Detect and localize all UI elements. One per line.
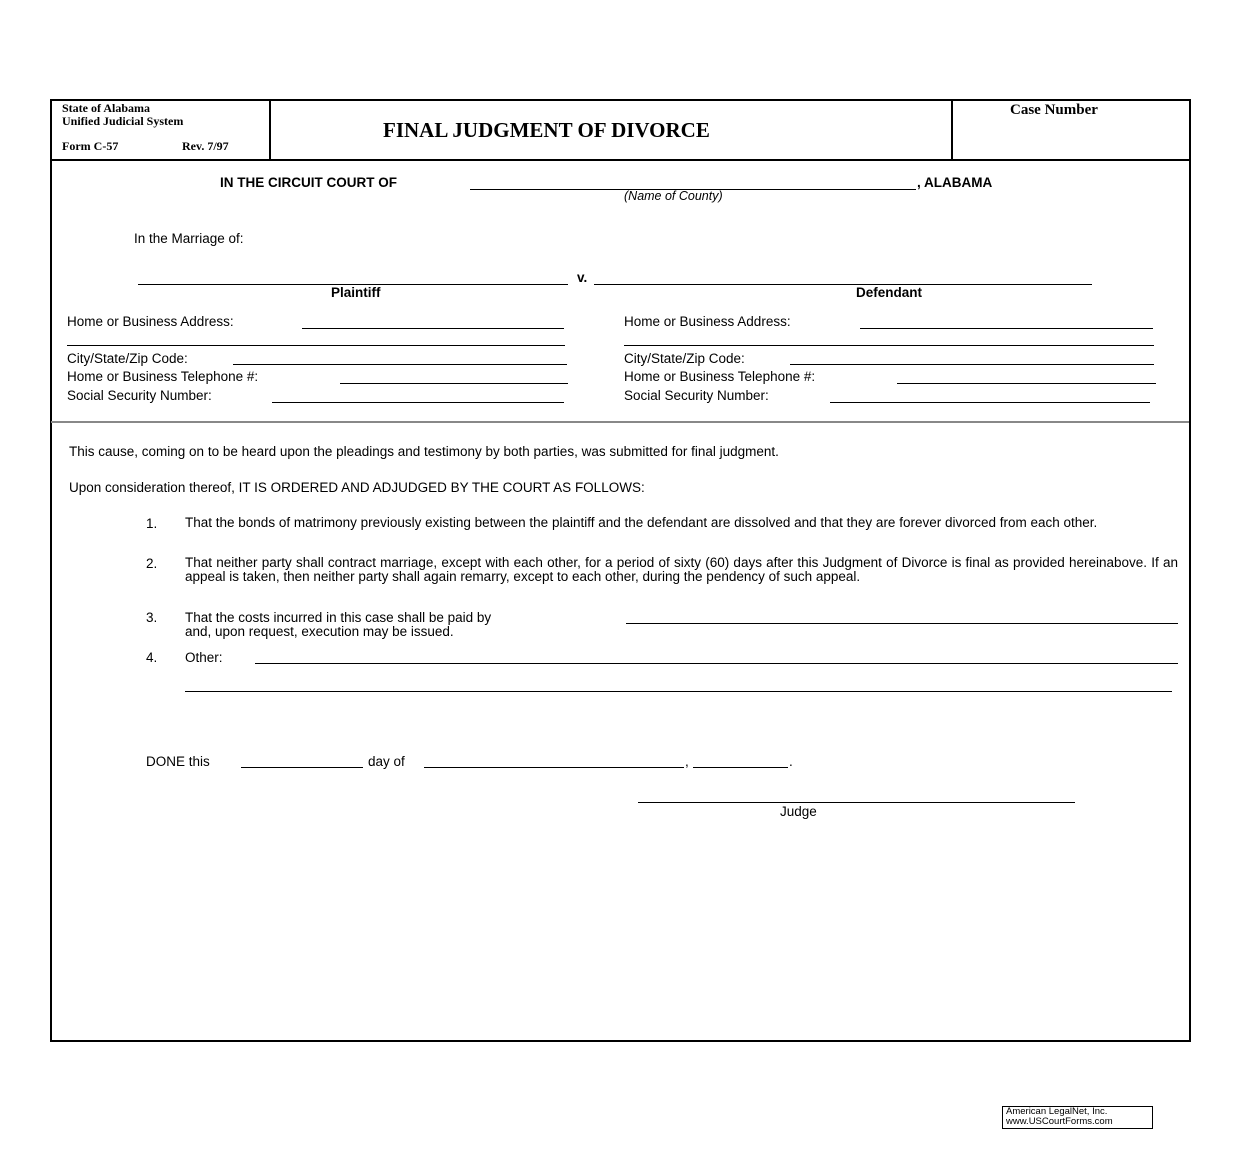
plaintiff-ssn-field[interactable] bbox=[272, 402, 564, 403]
state-label: State of Alabama bbox=[62, 101, 150, 115]
item-text: That the bonds of matrimony previously existing between the plaintiff and the defendant are dissolved and that they are forever divorced from each other. bbox=[185, 515, 1098, 530]
plaintiff-ssn-label: Social Security Number: bbox=[67, 388, 212, 403]
court-prefix: IN THE CIRCUIT COURT OF bbox=[220, 175, 397, 190]
marriage-label: In the Marriage of: bbox=[134, 231, 244, 246]
period: . bbox=[789, 754, 793, 769]
defendant-phone-field[interactable] bbox=[897, 383, 1156, 384]
cause-text: This cause, coming on to be heard upon the pleadings and testimony by both parties, was submitted for final judgment. bbox=[69, 444, 779, 459]
footer-company: American LegalNet, Inc. bbox=[1006, 1106, 1108, 1117]
footer-url: www.USCourtForms.com bbox=[1006, 1116, 1113, 1127]
system-label: Unified Judicial System bbox=[62, 114, 184, 128]
form-number: Form C-57 bbox=[62, 139, 119, 153]
divider bbox=[51, 421, 1189, 423]
item-number: 2. bbox=[146, 556, 158, 571]
day-field[interactable] bbox=[241, 767, 363, 768]
other-field[interactable] bbox=[255, 663, 1178, 664]
defendant-label: Defendant bbox=[856, 285, 923, 300]
item-number: 1. bbox=[146, 516, 158, 531]
plaintiff-address-label: Home or Business Address: bbox=[67, 314, 234, 329]
plaintiff-city-field[interactable] bbox=[233, 364, 567, 365]
other-field-2[interactable] bbox=[185, 691, 1172, 692]
versus: v. bbox=[577, 270, 588, 285]
defendant-address-field[interactable] bbox=[860, 328, 1153, 329]
item-text: That neither party shall contract marriage, except with each other, for a period of sixty (60) days after this Judgment of Divorce is final as provided hereinabove. If an appeal is taken, then neither party shall again remarry, except to each other, during the pendency of such appeal. bbox=[185, 555, 1178, 584]
judge-signature-field[interactable] bbox=[638, 802, 1075, 803]
court-suffix: , ALABAMA bbox=[917, 175, 993, 190]
plaintiff-label: Plaintiff bbox=[331, 285, 381, 300]
defendant-phone-label: Home or Business Telephone #: bbox=[624, 369, 816, 384]
plaintiff-address-field-2[interactable] bbox=[67, 345, 565, 346]
divider bbox=[269, 100, 271, 160]
item-text: That the costs incurred in this case shall be paid by bbox=[185, 610, 492, 625]
costs-paid-by-field[interactable] bbox=[626, 623, 1178, 624]
month-field[interactable] bbox=[424, 767, 684, 768]
item-number: 3. bbox=[146, 610, 158, 625]
plaintiff-address-field[interactable] bbox=[302, 328, 564, 329]
defendant-address-field-2[interactable] bbox=[624, 345, 1154, 346]
defendant-address-label: Home or Business Address: bbox=[624, 314, 791, 329]
judge-label: Judge bbox=[780, 804, 817, 819]
defendant-city-field[interactable] bbox=[790, 364, 1154, 365]
item-text-continued: and, upon request, execution may be issued. bbox=[185, 624, 454, 639]
divider bbox=[51, 159, 1189, 161]
footer-stamp bbox=[1002, 1106, 1153, 1129]
item-text: Other: bbox=[185, 650, 223, 665]
plaintiff-phone-label: Home or Business Telephone #: bbox=[67, 369, 259, 384]
defendant-city-label: City/State/Zip Code: bbox=[624, 351, 745, 366]
plaintiff-city-label: City/State/Zip Code: bbox=[67, 351, 188, 366]
item-number: 4. bbox=[146, 650, 158, 665]
year-field[interactable] bbox=[693, 767, 788, 768]
comma: , bbox=[685, 754, 689, 769]
plaintiff-phone-field[interactable] bbox=[340, 383, 568, 384]
county-hint: (Name of County) bbox=[624, 189, 723, 203]
ordered-text: Upon consideration thereof, IT IS ORDERED AND ADJUDGED BY THE COURT AS FOLLOWS: bbox=[69, 480, 645, 495]
defendant-ssn-field[interactable] bbox=[830, 402, 1150, 403]
defendant-ssn-label: Social Security Number: bbox=[624, 388, 769, 403]
day-of-label: day of bbox=[368, 754, 405, 769]
revision: Rev. 7/97 bbox=[182, 139, 229, 153]
page-title: FINAL JUDGMENT OF DIVORCE bbox=[383, 118, 710, 142]
defendant-name-field[interactable] bbox=[594, 284, 1092, 285]
case-number-label: Case Number bbox=[1010, 102, 1098, 118]
divider bbox=[951, 100, 953, 160]
done-label: DONE this bbox=[146, 754, 210, 769]
